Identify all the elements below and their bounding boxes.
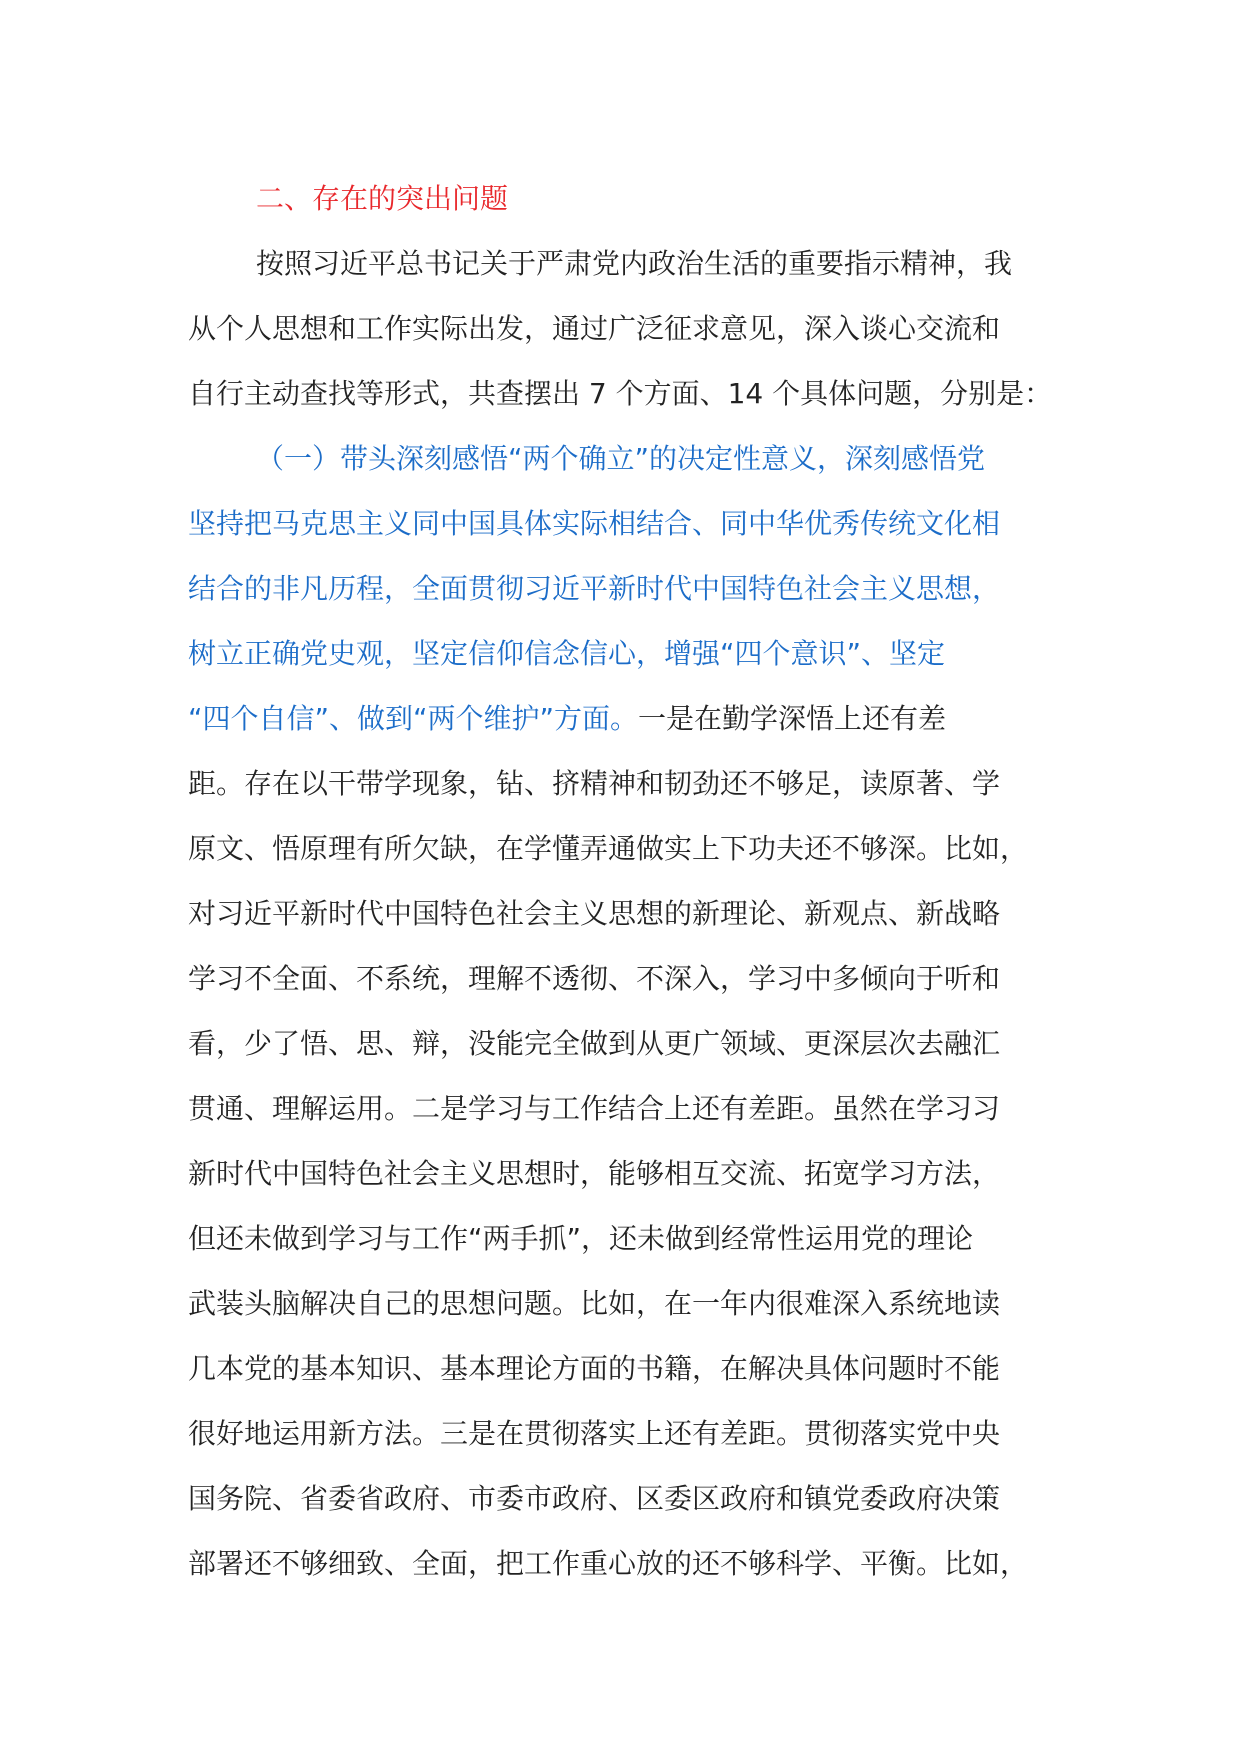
intro-line: 按照习近平总书记关于严肃党内政治生活的重要指示精神，我 bbox=[256, 247, 1013, 280]
body-line: 学习不全面、不系统，理解不透彻、不深入，学习中多倾向于听和 bbox=[188, 962, 1001, 995]
subsection-title-line: 坚持把马克思主义同中国具体实际相结合、同中华优秀传统文化相 bbox=[188, 507, 1001, 540]
section-heading: 二、存在的突出问题 bbox=[256, 182, 509, 215]
body-line: 贯通、理解运用。二是学习与工作结合上还有差距。虽然在学习习 bbox=[188, 1092, 1001, 1125]
body-line: 原文、悟原理有所欠缺，在学懂弄通做实上下功夫还不够深。比如， bbox=[188, 832, 1029, 865]
body-line: 新时代中国特色社会主义思想时，能够相互交流、拓宽学习方法， bbox=[188, 1157, 1001, 1190]
document-body bbox=[188, 166, 1088, 1596]
body-line: 武装头脑解决自己的思想问题。比如，在一年内很难深入系统地读 bbox=[188, 1287, 1001, 1320]
subsection-title-line: （一）带头深刻感悟“两个确立”的决定性意义，深刻感悟党 bbox=[256, 442, 986, 475]
subsection-title-line: 结合的非凡历程，全面贯彻习近平新时代中国特色社会主义思想， bbox=[188, 572, 1001, 605]
subsection-title-line: 树立正确党史观，坚定信仰信念信心，增强“四个意识”、坚定 bbox=[188, 637, 946, 670]
intro-line: 从个人思想和工作实际出发，通过广泛征求意见，深入谈心交流和 bbox=[188, 312, 1001, 345]
mixed-line bbox=[188, 686, 1088, 751]
body-line: 看，少了悟、思、辩，没能完全做到从更广领域、更深层次去融汇 bbox=[188, 1027, 1001, 1060]
intro-line: 自行主动查找等形式，共查摆出 7 个方面、14 个具体问题，分别是： bbox=[188, 377, 1053, 410]
body-text-start: 一是在勤学深悟上还有差 bbox=[638, 702, 947, 735]
body-line: 对习近平新时代中国特色社会主义思想的新理论、新观点、新战略 bbox=[188, 897, 1001, 930]
body-line: 很好地运用新方法。三是在贯彻落实上还有差距。贯彻落实党中央 bbox=[188, 1417, 1001, 1450]
body-line: 距。存在以干带学现象，钻、挤精神和韧劲还不够足，读原著、学 bbox=[188, 767, 1001, 800]
subsection-title-end: “四个自信”、做到“两个维护”方面。 bbox=[188, 702, 639, 735]
body-line: 但还未做到学习与工作“两手抓”，还未做到经常性运用党的理论 bbox=[188, 1222, 974, 1255]
body-line: 部署还不够细致、全面，把工作重心放的还不够科学、平衡。比如， bbox=[188, 1547, 1029, 1580]
body-line: 国务院、省委省政府、市委市政府、区委区政府和镇党委政府决策 bbox=[188, 1482, 1001, 1515]
body-line: 几本党的基本知识、基本理论方面的书籍，在解决具体问题时不能 bbox=[188, 1352, 1001, 1385]
